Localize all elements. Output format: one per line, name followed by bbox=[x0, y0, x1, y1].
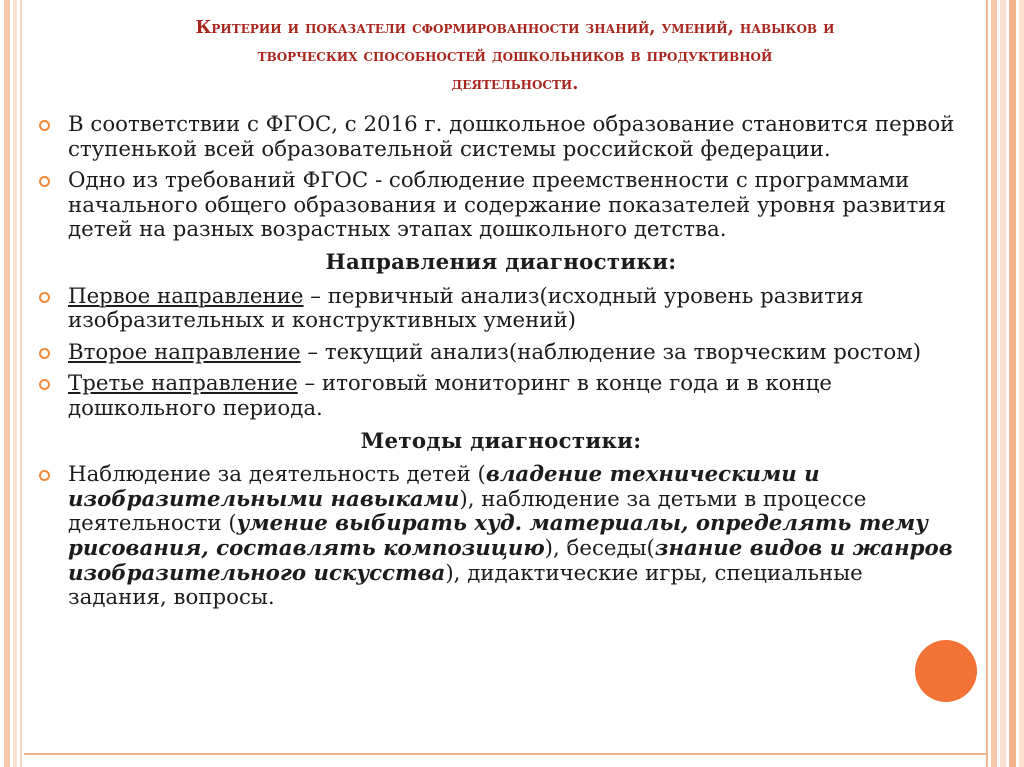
methods-text-3: ), беседы( bbox=[544, 535, 655, 561]
methods-italic-3: знание видов и жанров изобразительного искусства bbox=[68, 535, 953, 586]
hollow-circle-bullet-icon bbox=[39, 348, 50, 359]
methods-heading: Методы диагностики: bbox=[360, 428, 642, 454]
list-item bbox=[36, 372, 966, 421]
methods-italic-2: умение выбирать худ. материалы, определять тему рисования, составлять композицию bbox=[68, 511, 928, 561]
list-item bbox=[36, 463, 966, 611]
direction-text-2: – текущий анализ(наблюдение за творческим ростом) bbox=[300, 339, 922, 365]
title-line-2: творческих способностей дошкольников в продуктивной bbox=[257, 46, 773, 66]
directions-heading: Направления диагностики: bbox=[325, 249, 677, 275]
hollow-circle-bullet-icon bbox=[39, 379, 50, 390]
slide-title bbox=[60, 14, 970, 98]
hollow-circle-bullet-icon bbox=[39, 120, 50, 131]
direction-text-3: – итоговый мониторинг в конце года и в конце дошкольного периода. bbox=[68, 371, 832, 421]
bottom-decorative-line bbox=[24, 753, 986, 755]
methods-text-1: Наблюдение за деятельность детей ( bbox=[68, 462, 486, 488]
methods-text-4: ), дидактические игры, специальные задания, вопросы. bbox=[68, 560, 863, 611]
list-item bbox=[36, 285, 966, 334]
direction-name-2: Второе направление bbox=[68, 339, 301, 365]
methods-italic-1: владение техническими и изобразительными навыками bbox=[68, 462, 820, 512]
slide-content bbox=[36, 113, 966, 618]
direction-name-1: Первое направление bbox=[68, 283, 304, 309]
direction-name-3: Третье направление bbox=[68, 371, 298, 397]
title-line-3: деятельности. bbox=[451, 74, 579, 94]
list-item bbox=[36, 113, 966, 162]
intro-text-1: В соответствии с ФГОС, с 2016 г. дошкольное образование становится первой ступенькой всей образовательной системы российской федерации. bbox=[68, 112, 955, 162]
list-item bbox=[36, 341, 966, 366]
list-item bbox=[36, 169, 966, 243]
methods-text-2: ), наблюдение за детьми в процессе деятельности ( bbox=[68, 486, 867, 537]
direction-text-1: – первичный анализ(исходный уровень развития изобразительных и конструктивных умений) bbox=[68, 283, 864, 334]
left-decorative-stripes bbox=[0, 0, 24, 767]
hollow-circle-bullet-icon bbox=[39, 470, 50, 481]
intro-text-2: Одно из требований ФГОС - соблюдение преемственности с программами начального общего образования и содержание показателей уровня развития детей на разных возрастных этапах дошкольного детства. bbox=[68, 168, 946, 243]
right-decorative-stripes bbox=[986, 0, 1024, 767]
hollow-circle-bullet-icon bbox=[39, 292, 50, 303]
title-line-1: Критерии и показатели сформированности знаний, умений, навыков и bbox=[195, 18, 835, 38]
hollow-circle-bullet-icon bbox=[39, 176, 50, 187]
orange-circle-decoration bbox=[915, 640, 977, 702]
